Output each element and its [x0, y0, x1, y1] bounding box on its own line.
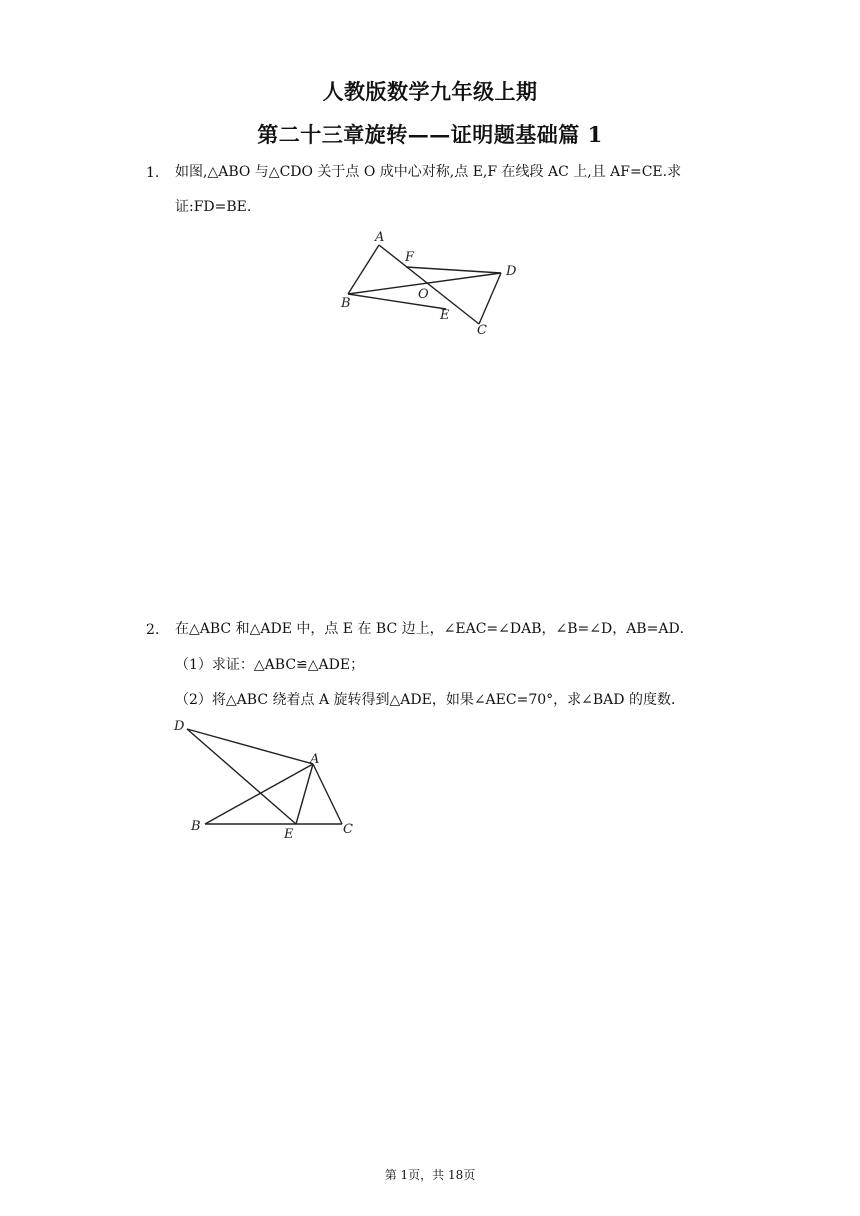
- page-footer: 第 1页，共 18页: [384, 1168, 476, 1182]
- fig2-label-E: E: [284, 827, 294, 842]
- fig1-label-O: O: [418, 287, 429, 302]
- fig1-label-F: F: [405, 250, 415, 265]
- fig1-label-B: B: [341, 296, 351, 311]
- document-title: 人教版数学九年级上期: [322, 79, 538, 104]
- fig1-label-A: A: [375, 230, 385, 245]
- question-2-figure: [168, 714, 368, 848]
- question-1-figure: [336, 226, 536, 342]
- question-2-part-2: （2）将△ABC 绕着点 A 旋转得到△ADE，如果∠AEC=70°，求∠BAD 的度数．: [175, 692, 685, 708]
- fig2-label-C: C: [343, 822, 353, 837]
- fig1-label-C: C: [477, 323, 487, 338]
- question-1-text-line2: 证:FD=BE.: [175, 199, 252, 215]
- fig1-label-E: E: [440, 308, 450, 323]
- fig2-label-B: B: [191, 819, 201, 834]
- question-2-text: 在△ABC 和△ADE 中，点 E 在 BC 边上，∠EAC=∠DAB，∠B=∠D，AB=AD．: [175, 621, 694, 637]
- fig1-label-D: D: [506, 264, 517, 279]
- chapter-title: 第二十三章旋转——证明题基础篇 1: [257, 122, 603, 147]
- question-1-text-line1: 如图,△ABO 与△CDO 关于点 O 成中心对称,点 E,F 在线段 AC 上,且 AF=CE.求: [175, 164, 682, 180]
- fig2-label-A: A: [310, 752, 320, 767]
- question-1-number: 1.: [146, 165, 160, 181]
- fig2-label-D: D: [174, 719, 185, 734]
- question-2-part-1: （1）求证：△ABC≌△ADE；: [175, 657, 365, 673]
- question-2-number: 2.: [146, 622, 160, 638]
